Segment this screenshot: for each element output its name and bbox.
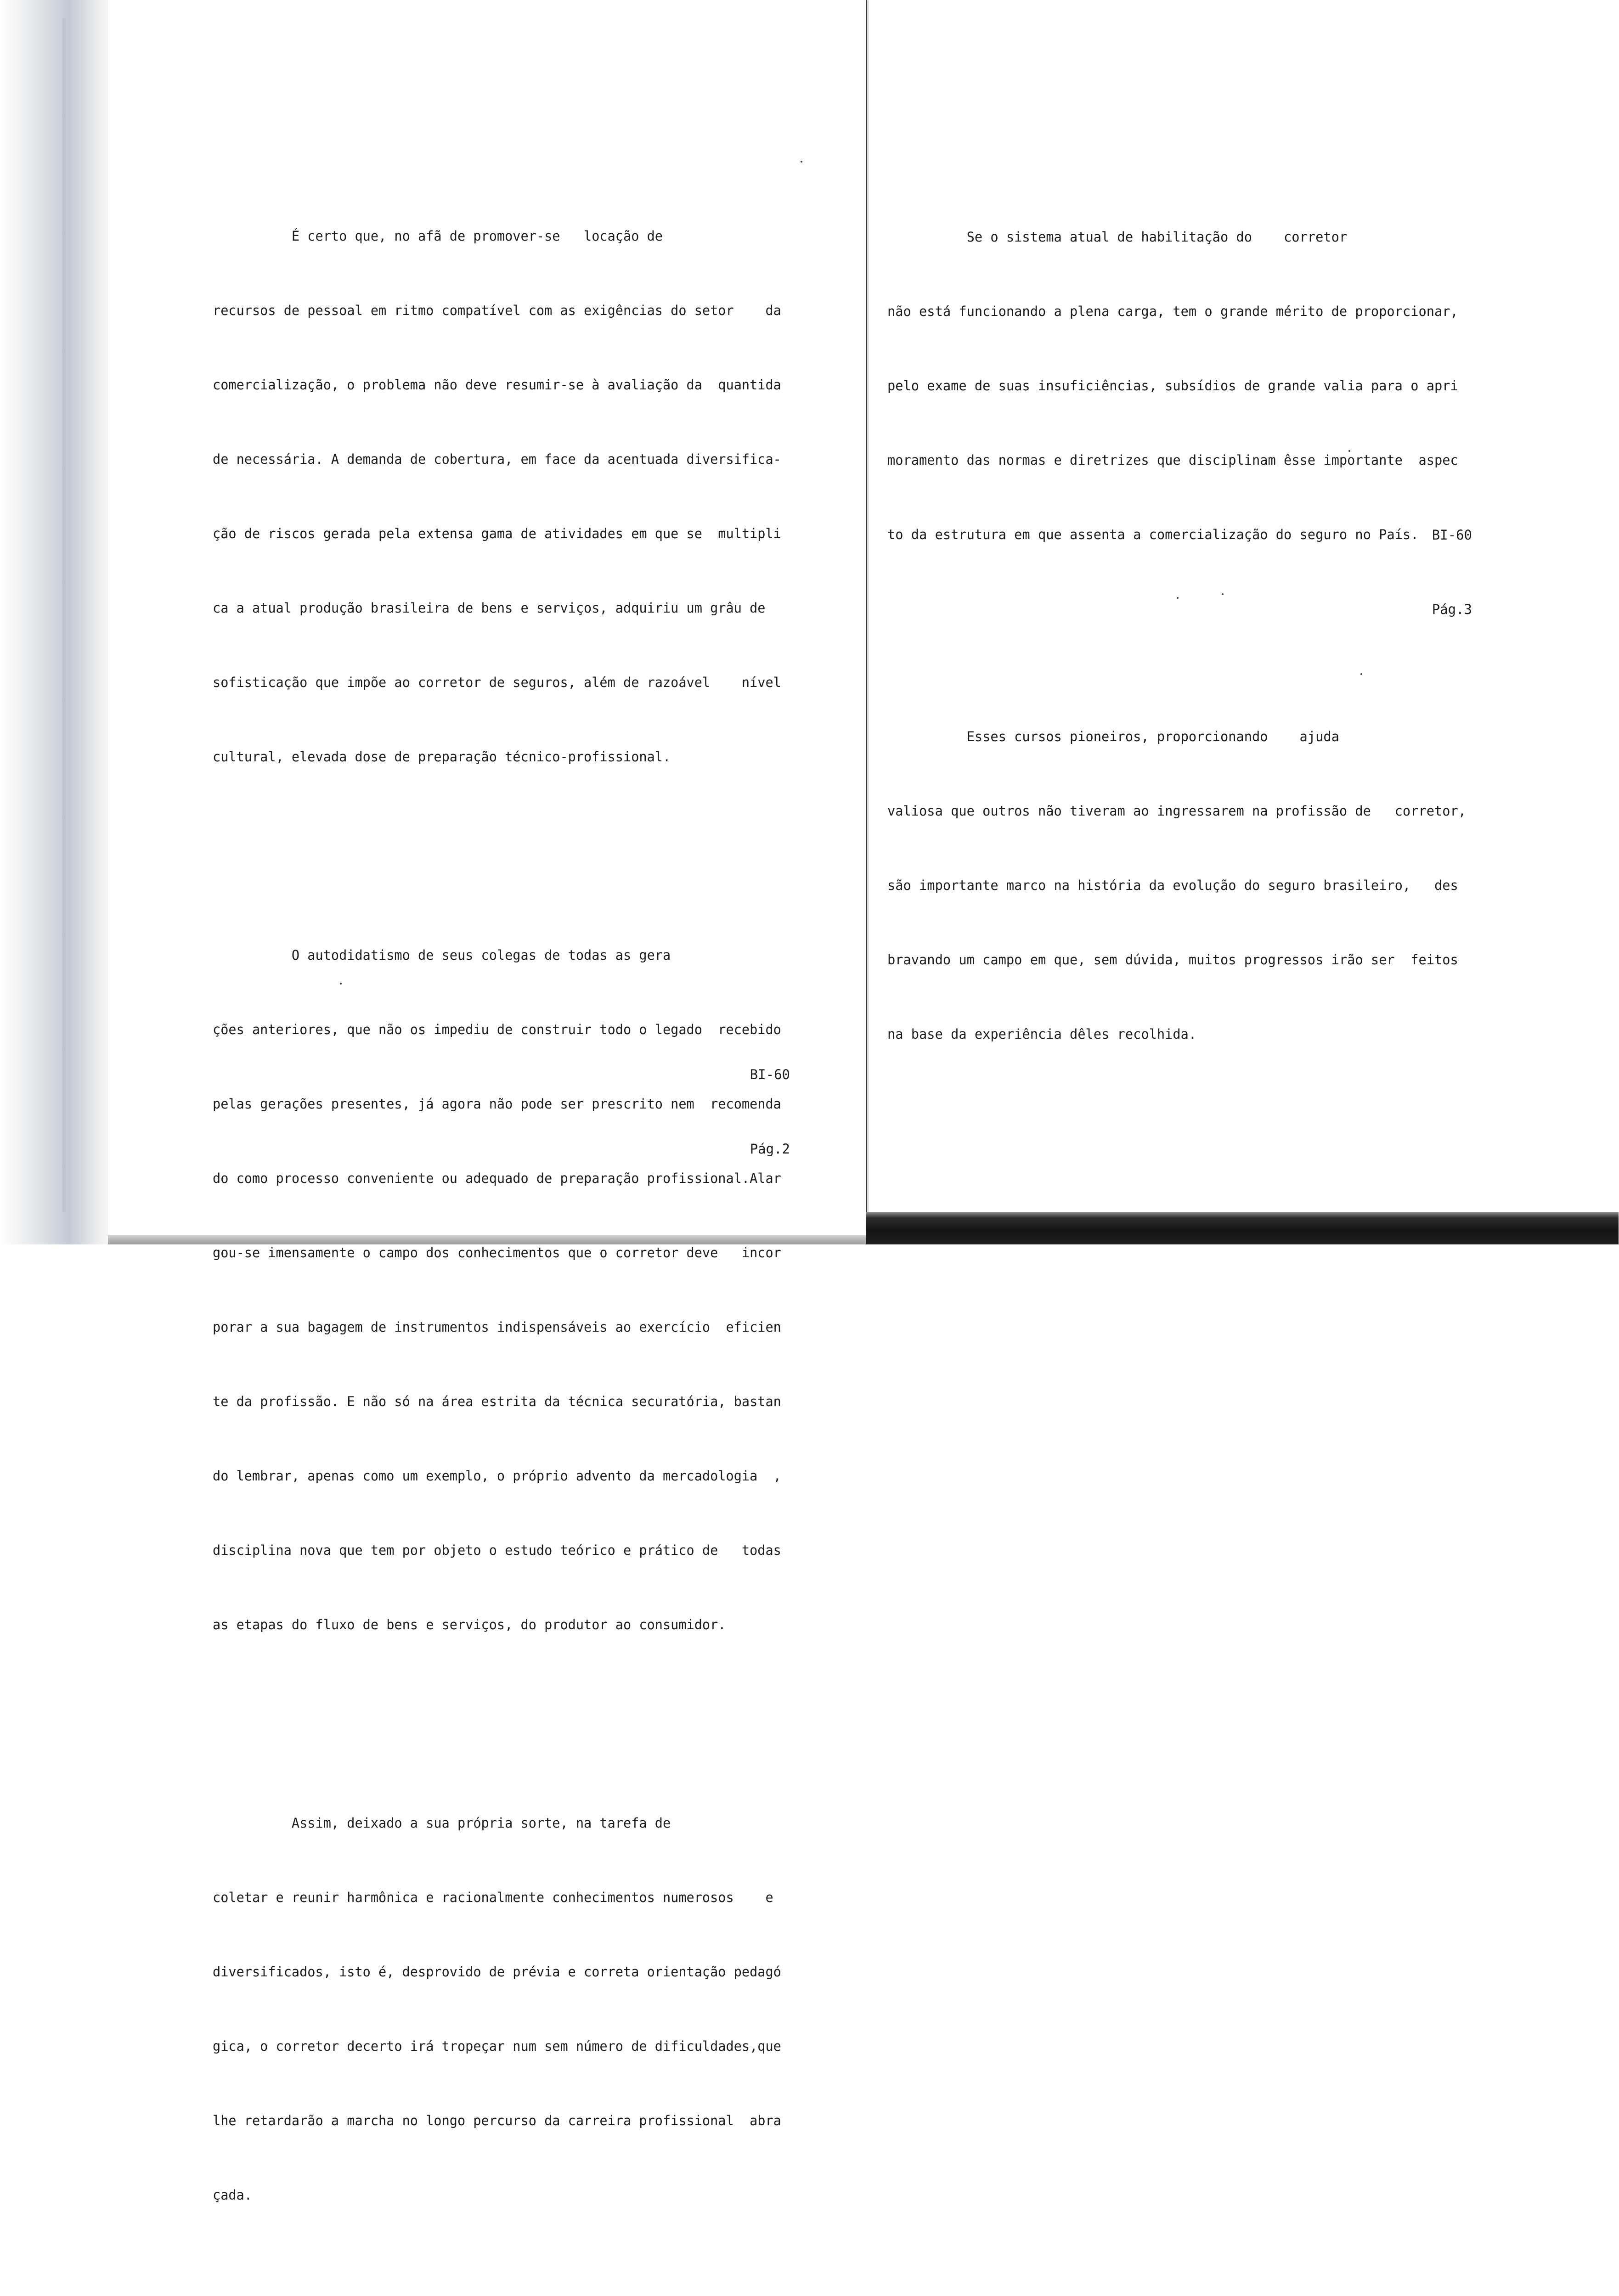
- text-line: do como processo conveniente ou adequado de preparação profissional.Alar: [213, 1171, 781, 1186]
- text-line: ção de riscos gerada pela extensa gama de atividades em que se multipli: [213, 526, 781, 541]
- text-line: na base da experiência dêles recolhida.: [887, 1026, 1197, 1042]
- scan-speck: [1222, 593, 1224, 595]
- text-line: ca a atual produção brasileira de bens e serviços, adquiriu um grâu de: [213, 600, 766, 616]
- text-line: pelas gerações presentes, já agora não pode ser prescrito nem recomenda: [213, 1096, 781, 1112]
- right-page-folio: [1399, 473, 1472, 671]
- scan-speck: [1177, 597, 1179, 599]
- scan-speck: [801, 161, 802, 163]
- text-line: lhe retardarão a marcha no longo percurso da carreira profissional abra: [213, 2113, 781, 2128]
- text-line: pelo exame de suas insuficiências, subsídios de grande valia para o apri: [887, 378, 1458, 394]
- document-code: BI-60: [750, 1067, 790, 1082]
- text-line: O autodidatismo de seus colegas de todas as gera: [213, 947, 671, 963]
- page-number: Pág.2: [750, 1141, 790, 1157]
- text-line: porar a sua bagagem de instrumentos indispensáveis ao exercício eficien: [213, 1319, 781, 1335]
- document-code: BI-60: [1432, 527, 1472, 543]
- left-page-folio: [716, 1013, 790, 1211]
- text-line: recursos de pessoal em ritmo compatível com as exigências do setor da: [213, 303, 781, 318]
- text-line: coletar e reunir harmônica e racionalmente conhecimentos numerosos e: [213, 1890, 773, 1905]
- text-line: são importante marco na história da evolução do seguro brasileiro, des: [887, 878, 1458, 893]
- text-line: cultural, elevada dose de preparação técnico-profissional.: [213, 749, 671, 765]
- text-line: bravando um campo em que, sem dúvida, muitos progressos irão ser feitos: [887, 952, 1458, 968]
- text-line: çada.: [213, 2187, 252, 2203]
- left-page-text: [213, 124, 789, 2296]
- scan-speck: [1360, 673, 1362, 675]
- binding-stripe: [62, 18, 66, 1212]
- text-line: valiosa que outros não tiveram ao ingressarem na profissão de corretor,: [887, 803, 1467, 819]
- text-line: diversificados, isto é, desprovido de prévia e correta orientação pedagó: [213, 1964, 781, 1980]
- left-paragraph-1: [213, 174, 789, 819]
- text-line: do lembrar, apenas como um exemplo, o próprio advento da mercadologia ,: [213, 1468, 781, 1484]
- text-line: de necessária. A demanda de cobertura, em face da acentuada diversifica-: [213, 451, 781, 467]
- text-line: sofisticação que impõe ao corretor de seguros, além de razoável nível: [213, 675, 781, 690]
- text-line: to da estrutura em que assenta a comercialização do seguro no País.: [887, 527, 1419, 542]
- right-page-bottom-shadow: [866, 1212, 1619, 1244]
- right-paragraph-1: [887, 175, 1466, 597]
- text-line: Se o sistema atual de habilitação do corretor: [887, 229, 1348, 245]
- text-line: disciplina nova que tem por objeto o estudo teórico e prático de todas: [213, 1542, 781, 1558]
- text-line: te da profissão. E não só na área estrita da técnica securatória, bastan: [213, 1394, 781, 1409]
- left-paragraph-2: [213, 893, 789, 1687]
- text-line: gica, o corretor decerto irá tropeçar num sem número de dificuldades,que: [213, 2038, 781, 2054]
- right-paragraph-2: [887, 675, 1466, 1096]
- text-line: ções anteriores, que não os impediu de construir todo o legado recebido: [213, 1022, 781, 1037]
- text-line: gou-se imensamente o campo dos conhecimentos que o corretor deve incor: [213, 1245, 781, 1261]
- right-page-text: [887, 125, 1466, 1146]
- text-line: moramento das normas e diretrizes que disciplinam êsse importante aspec: [887, 452, 1458, 468]
- book-binding: [0, 0, 110, 1244]
- text-line: Assim, deixado a sua própria sorte, na tarefa de: [213, 1815, 671, 1831]
- text-line: Esses cursos pioneiros, proporcionando ajuda: [887, 729, 1339, 744]
- text-line: É certo que, no afã de promover-se locação de: [213, 228, 663, 244]
- scan-speck: [340, 983, 342, 985]
- page-number: Pág.3: [1432, 602, 1472, 617]
- text-line: não está funcionando a plena carga, tem o grande mérito de proporcionar,: [887, 304, 1458, 319]
- left-paragraph-3: [213, 1761, 789, 2257]
- scan-speck: [1348, 450, 1350, 452]
- text-line: comercialização, o problema não deve resumir-se à avaliação da quantida: [213, 377, 781, 393]
- text-line: as etapas do fluxo de bens e serviços, do produtor ao consumidor.: [213, 1617, 726, 1632]
